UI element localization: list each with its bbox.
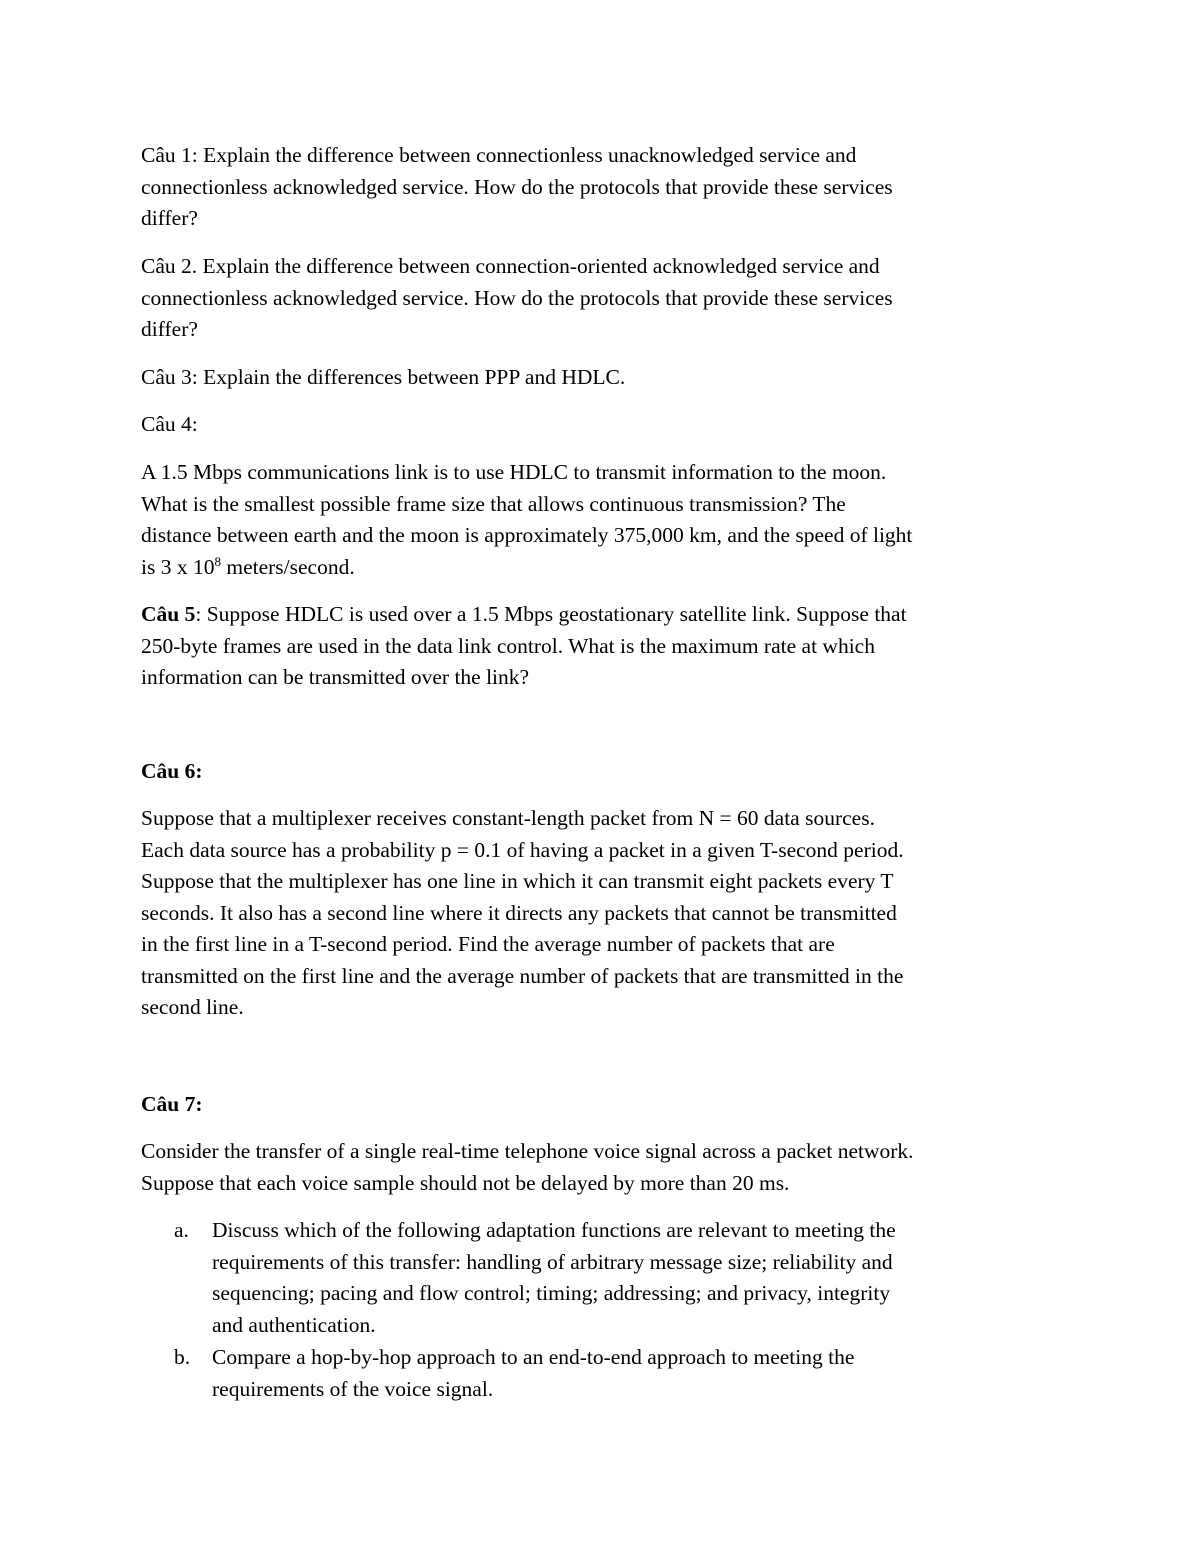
text-line: Compare a hop-by-hop approach to an end-to-end approach to meeting the (212, 1345, 855, 1369)
text-line: A 1.5 Mbps communications link is to use HDLC to transmit information to the moon. (141, 460, 887, 484)
exponent: 8 (214, 553, 221, 569)
text-line: requirements of this transfer: handling of arbitrary message size; reliability and (212, 1249, 893, 1274)
list-item-text (212, 1215, 1072, 1341)
text-line: second line. (141, 995, 244, 1019)
question-7-body (141, 1136, 1071, 1199)
question-label: Câu 5 (141, 602, 196, 626)
question-4-heading (141, 409, 1071, 441)
text-line: Suppose that a multiplexer receives constant-length packet from N = 60 data sources. (141, 806, 875, 830)
text-line: Câu 1: Explain the difference between connectionless unacknowledged service and (141, 143, 857, 167)
list-marker: b. (174, 1345, 191, 1369)
question-1 (141, 140, 1071, 235)
text-line: Câu 3: Explain the differences between PPP and HDLC. (141, 365, 626, 389)
question-5 (141, 599, 1071, 694)
question-2 (141, 251, 1071, 346)
question-3 (141, 362, 1071, 394)
text-line: differ? (141, 206, 198, 230)
question-heading: Câu 4: (141, 412, 198, 436)
text-line: connectionless acknowledged service. How do the protocols that provide these services (141, 174, 893, 199)
text-line: 250-byte frames are used in the data link control. What is the maximum rate at which (141, 633, 875, 658)
text-line: Câu 2. Explain the difference between connection-oriented acknowledged service and (141, 254, 880, 278)
text-line: What is the smallest possible frame size that allows continuous transmission? The (141, 491, 846, 516)
question-heading: Câu 6: (141, 759, 203, 783)
question-4-body (141, 457, 1071, 583)
text-line (141, 599, 1071, 631)
text-line: requirements of the voice signal. (212, 1376, 494, 1401)
question-6-heading (141, 756, 1071, 788)
text-line (141, 552, 1071, 584)
question-6-body (141, 803, 1071, 1024)
list-marker: a. (174, 1218, 189, 1242)
text-line: seconds. It also has a second line where it directs any packets that cannot be transmitted (141, 900, 897, 925)
text-line: in the first line in a T-second period. Find the average number of packets that are (141, 932, 835, 956)
text-line: Suppose that the multiplexer has one line in which it can transmit eight packets every T (141, 869, 894, 893)
text-line: transmitted on the first line and the average number of packets that are transmitted in the (141, 963, 904, 988)
text-segment: is 3 x 10 (141, 554, 215, 579)
text-line: differ? (141, 317, 198, 341)
text-line: Discuss which of the following adaptation functions are relevant to meeting the (212, 1218, 896, 1242)
question-7-heading (141, 1089, 1071, 1121)
text-line: Suppose that each voice sample should not be delayed by more than 20 ms. (141, 1170, 790, 1195)
text-segment: meters/second. (220, 554, 355, 579)
text-line: connectionless acknowledged service. How do the protocols that provide these services (141, 285, 893, 310)
text-line: Each data source has a probability p = 0.1 of having a packet in a given T-second period. (141, 837, 904, 862)
text-line: and authentication. (212, 1312, 376, 1337)
list-item-text (212, 1342, 1072, 1405)
text-line: distance between earth and the moon is approximately 375,000 km, and the speed of light (141, 523, 913, 547)
text-line: information can be transmitted over the link? (141, 665, 530, 689)
question-heading: Câu 7: (141, 1092, 203, 1116)
text-line: sequencing; pacing and flow control; timing; addressing; and privacy, integrity (212, 1281, 891, 1305)
text-segment: : Suppose HDLC is used over a 1.5 Mbps geostationary satellite link. Suppose that (195, 602, 907, 626)
text-line: Consider the transfer of a single real-time telephone voice signal across a packet network. (141, 1139, 914, 1163)
